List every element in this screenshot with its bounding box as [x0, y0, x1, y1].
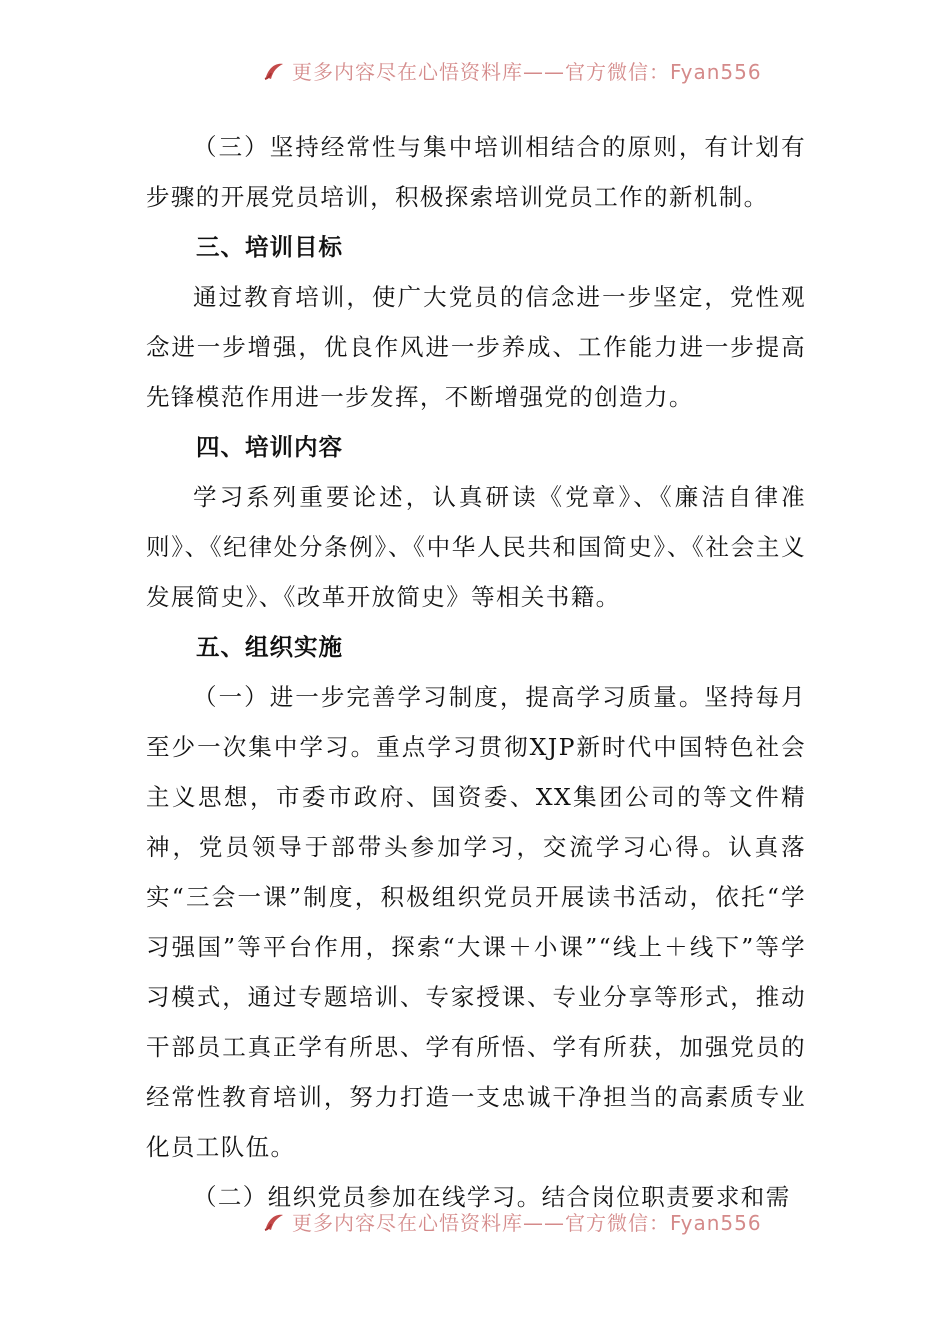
watermark-header [0, 52, 950, 86]
watermark-text: 更多内容尽在心悟资料库——官方微信：Fyan556 [292, 1211, 762, 1235]
brush-logo-icon [262, 59, 286, 83]
document-body [146, 122, 806, 1222]
watermark-text: 更多内容尽在心悟资料库——官方微信：Fyan556 [292, 60, 762, 84]
paragraph: （一）进一步完善学习制度，提高学习质量。坚持每月至少一次集中学习。重点学习贯彻XJP新时代中国特色社会主义思想，市委市政府、国资委、XX集团公司的等文件精神，党员领导于部带头参加学习，交流学习心得。认真落实“三会一课”制度，积极组织党员开展读书活动，依托“学习强国”等平台作用，探索“大课＋小课”“线上＋线下”等学习模式，通过专题培训、专家授课、专业分享等形式，推动干部员工真正学有所思、学有所悟、学有所获，加强党员的经常性教育培训，努力打造一支忠诚干净担当的高素质专业化员工队伍。 [146, 683, 806, 1161]
section-heading: 三、培训目标 [196, 233, 343, 261]
paragraph: 学习系列重要论述，认真研读《党章》、《廉洁自律准则》、《纪律处分条例》、《中华人民共和国简史》、《社会主义发展简史》、《改革开放简史》等相关书籍。 [146, 483, 806, 611]
watermark-footer [0, 1203, 950, 1237]
brush-logo-icon [262, 1210, 286, 1234]
section-heading: 五、组织实施 [196, 633, 343, 661]
paragraph: （二）组织党员参加在线学习。结合岗位职责要求和需 [193, 1183, 791, 1211]
paragraph: 通过教育培训，使广大党员的信念进一步坚定，党性观念进一步增强，优良作风进一步养成、工作能力进一步提高先锋模范作用进一步发挥，不断增强党的创造力。 [146, 283, 806, 411]
paragraph: （三）坚持经常性与集中培训相结合的原则，有计划有步骤的开展党员培训，积极探索培训党员工作的新机制。 [146, 133, 806, 211]
section-heading: 四、培训内容 [196, 433, 343, 461]
